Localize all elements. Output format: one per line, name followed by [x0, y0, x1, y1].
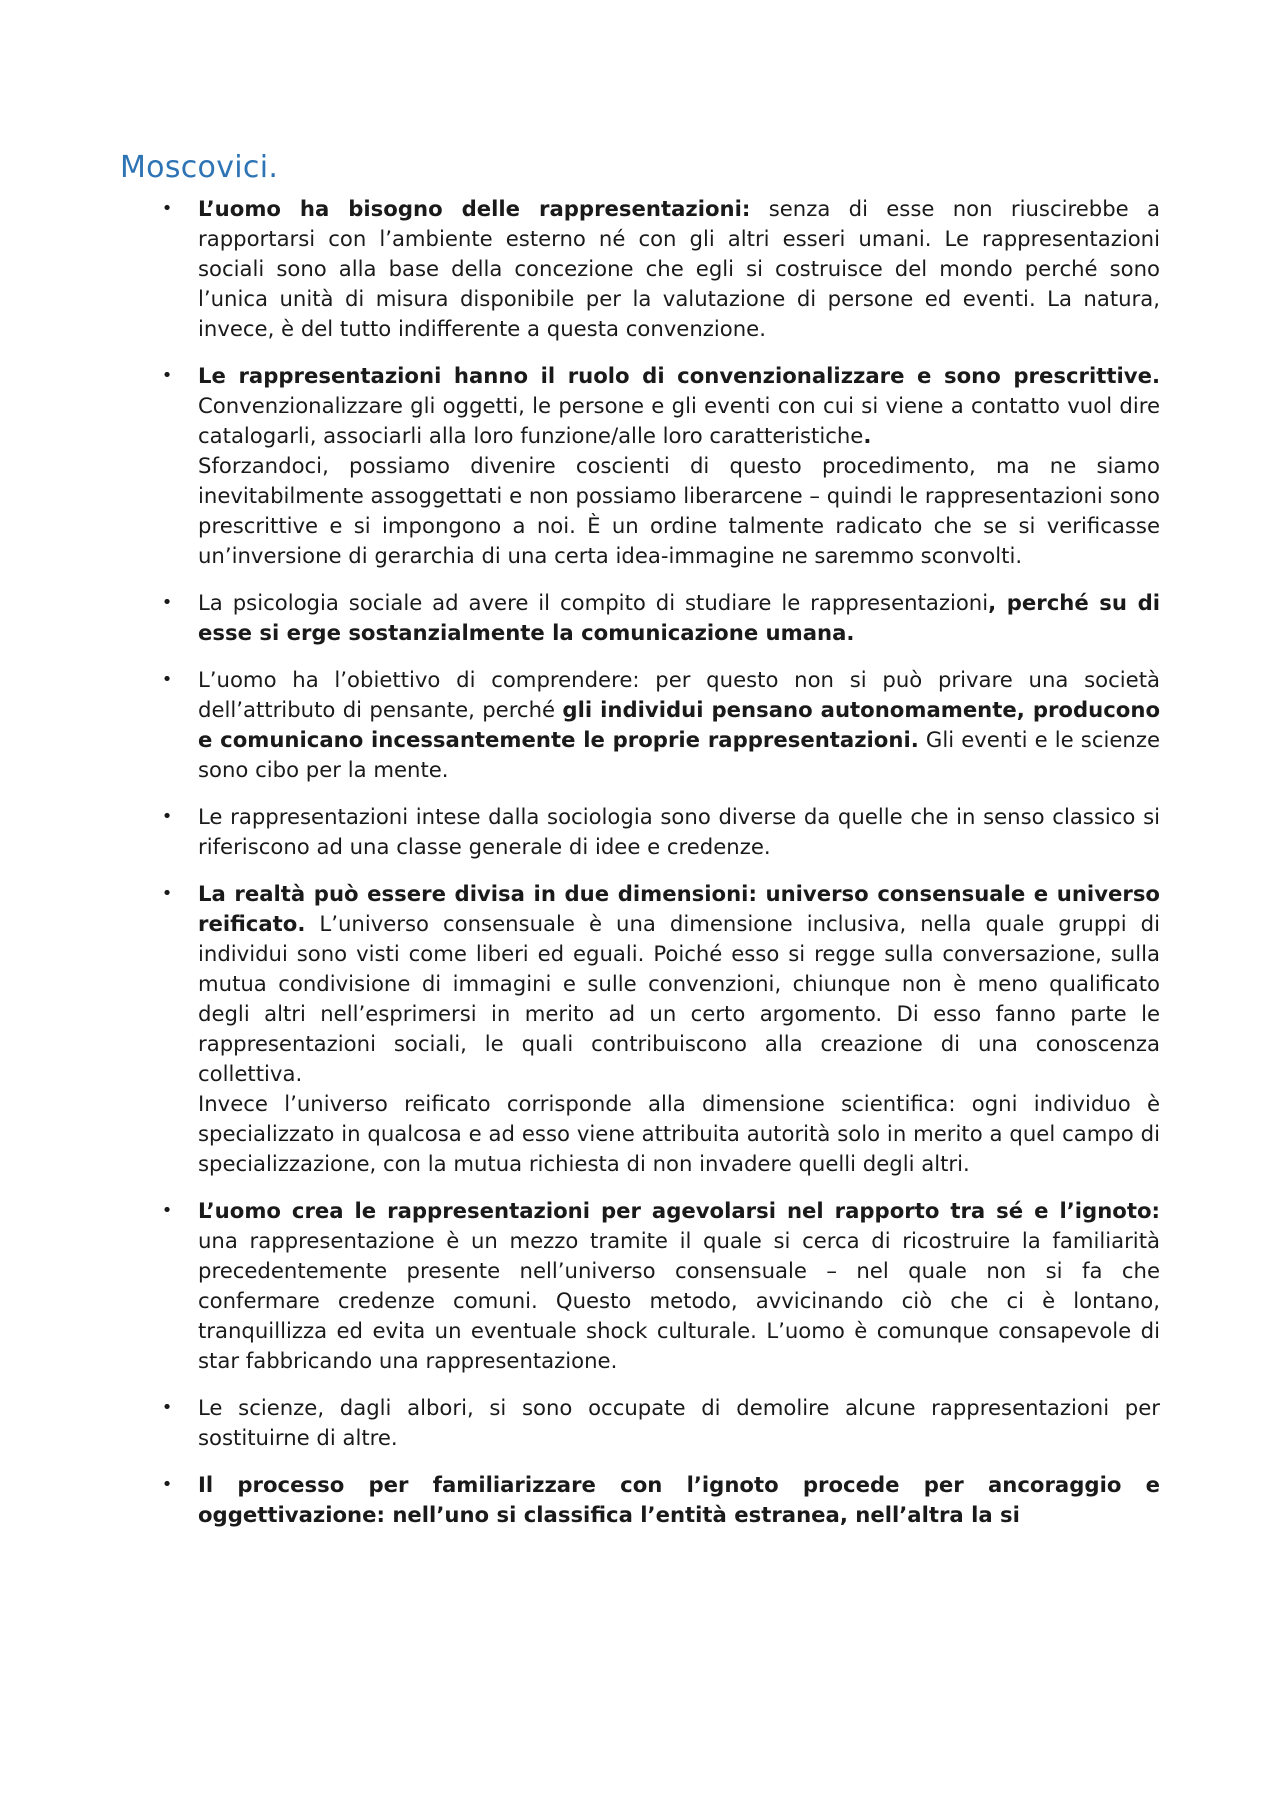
bold-text: L’uomo crea le rappresentazioni per agevolarsi nel rapporto tra sé e l’ignoto:: [198, 1198, 1160, 1223]
body-text: Gli eventi e le scienze sono cibo per la mente.: [198, 727, 1161, 782]
list-item: [161, 1470, 1160, 1530]
bold-text: Il processo per familiarizzare con l’ignoto procede per ancoraggio e oggettivazione: nell’uno si classifica l’entità estranea, nell’altra la si: [198, 1472, 1160, 1527]
list-item: [161, 194, 1160, 344]
bold-text: Le rappresentazioni hanno il ruolo di convenzionalizzare e sono prescrittive.: [198, 363, 1160, 388]
bullet-icon: •: [161, 1474, 173, 1495]
paragraph: [198, 665, 1160, 785]
list-item: [161, 665, 1161, 785]
bullet-icon: •: [161, 806, 173, 827]
paragraph: [198, 361, 1160, 451]
bold-text: gli individui pensano autonomamente, producono e comunicano incessantemente le proprie rappresentazioni.: [198, 697, 1160, 752]
body-text: Sforzandoci, possiamo divenire coscienti di questo procedimento, ma ne siamo inevitabilmente assoggettati e non possiamo liberarcene – quindi le rappresentazioni sono prescrittive e si impongono a noi. È un ordine talmente radicato che se si verificasse un’inversione di gerarchia di una certa idea-immagine ne saremmo sconvolti.: [198, 453, 1160, 568]
paragraph: [198, 1089, 1160, 1179]
bold-text: , perché su di esse si erge sostanzialmente la comunicazione umana.: [198, 590, 1160, 645]
body-text: Le rappresentazioni intese dalla sociologia sono diverse da quelle che in senso classico si riferiscono ad una classe generale di idee e credenze.: [198, 804, 1160, 859]
paragraph: [198, 451, 1160, 571]
list-item: [161, 1196, 1160, 1376]
paragraph: [198, 802, 1160, 862]
body-text: senza di esse non riuscirebbe a rapportarsi con l’ambiente esterno né con gli altri esseri umani. Le rappresentazioni sociali sono alla base della concezione che egli si costruisce del mondo perché sono l’unica unità di misura disponibile per la valutazione di persone ed eventi. La natura, invece, è del tutto indifferente a questa convenzione.: [198, 196, 1160, 341]
bullet-icon: •: [161, 365, 173, 386]
paragraph: [198, 1393, 1160, 1453]
bold-text: .: [863, 423, 872, 448]
list-item: [161, 361, 1160, 571]
paragraph: [198, 1470, 1160, 1530]
list-item: [161, 1393, 1160, 1453]
paragraph: [198, 588, 1160, 648]
bold-text: La realtà può essere divisa in due dimensioni: universo consensuale e universo reificato.: [198, 881, 1160, 936]
body-text: Invece l’universo reificato corrisponde alla dimensione scientifica: ogni individuo è specializzato in qualcosa e ad esso viene attribuita autorità solo in merito a quel campo di specializzazione, con la mutua richiesta di non invadere quelli degli altri.: [198, 1091, 1160, 1176]
body-text: L’uomo ha l’obiettivo di comprendere: per questo non si può privare una società dell’attributo di pensante, perché: [198, 667, 1160, 722]
bullet-icon: •: [161, 669, 173, 690]
paragraph: [198, 194, 1160, 344]
paragraph: [198, 1196, 1160, 1376]
bullet-icon: •: [161, 883, 173, 904]
bullet-icon: •: [161, 592, 173, 613]
list-item: [161, 802, 1160, 862]
body-text: Le scienze, dagli albori, si sono occupate di demolire alcune rappresentazioni per sostituirne di altre.: [198, 1395, 1160, 1450]
list-item: [161, 588, 1160, 648]
page-title: Moscovici.: [120, 150, 279, 185]
paragraph: [198, 879, 1160, 1089]
bullet-list: [0, 194, 1280, 1547]
bullet-icon: •: [161, 1200, 173, 1221]
body-text: L’universo consensuale è una dimensione inclusiva, nella quale gruppi di individui sono visti come liberi ed eguali. Poiché esso si regge sulla conversazione, sulla mutua condivisione di immagini e sulle convenzioni, chiunque non è meno qualificato degli altri nell’esprimersi in merito ad un certo argomento. Di esso fanno parte le rappresentazioni sociali, le quali contribuiscono alla creazione di una conoscenza collettiva.: [198, 911, 1160, 1086]
body-text: Convenzionalizzare gli oggetti, le persone e gli eventi con cui si viene a contatto vuol dire catalogarli, associarli alla loro funzione/alle loro caratteristiche: [198, 393, 1160, 448]
list-item: [161, 879, 1160, 1179]
body-text: La psicologia sociale ad avere il compito di studiare le rappresentazioni: [198, 590, 989, 615]
bullet-icon: •: [161, 1397, 173, 1418]
body-text: una rappresentazione è un mezzo tramite il quale si cerca di ricostruire la familiarità precedentemente presente nell’universo consensuale – nel quale non si fa che confermare credenze comuni. Questo metodo, avvicinando ciò che ci è lontano, tranquillizza ed evita un eventuale shock culturale. L’uomo è comunque consapevole di star fabbricando una rappresentazione.: [198, 1228, 1160, 1373]
bullet-icon: •: [161, 198, 173, 219]
bold-text: L’uomo ha bisogno delle rappresentazioni:: [198, 196, 751, 221]
